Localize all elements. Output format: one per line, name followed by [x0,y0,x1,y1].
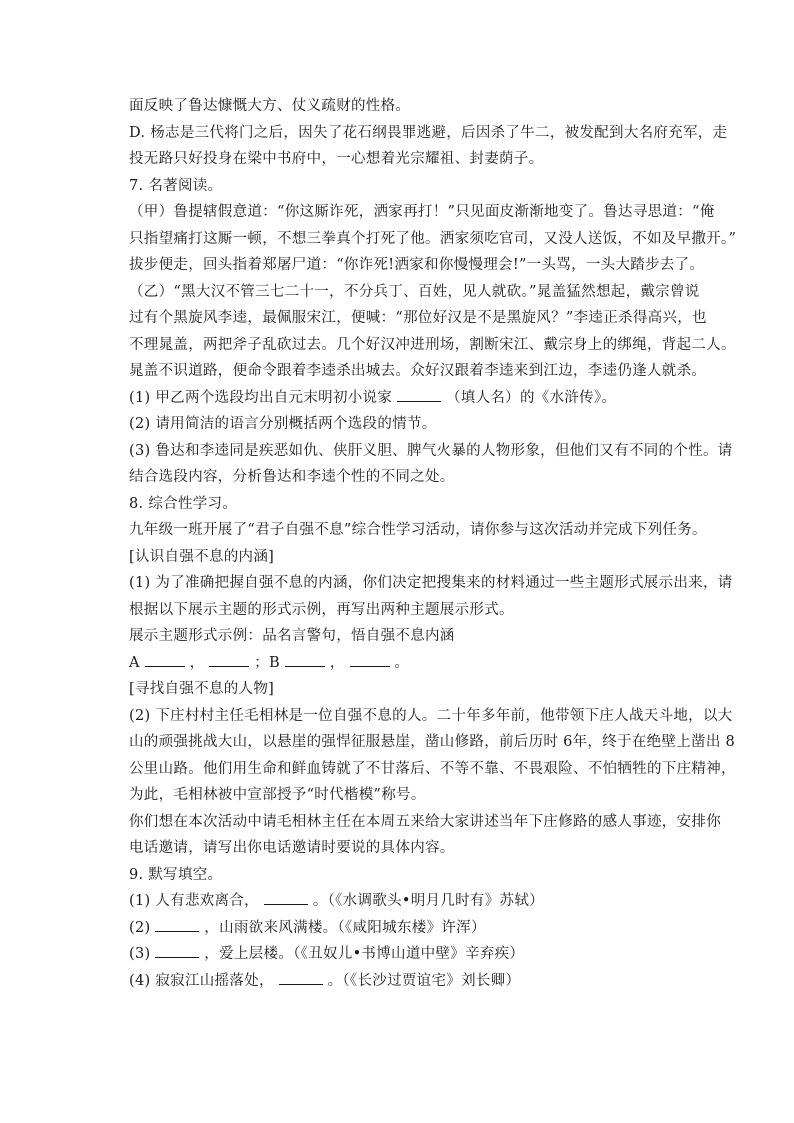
text-line: 公里山路。他们用生命和鲜血铸就了不甘落后、不等不靠、不畏艰险、不怕牺牲的下庄精神， [129,760,736,777]
passage-yi: （乙）“黑大汉不管三七二十一，不分兵丁、百姓，见人就砍。”晁盖猛然想起，戴宗曾说 [129,283,700,300]
q8-sub1-cont: 根据以下展示主题的形式示例，再写出两种主题展示形式。 [129,601,514,618]
q9-item-1-suffix: 。（《水调歌头•明月几时有》苏轼） [307,893,544,909]
passage-jia: （甲）鲁提辖假意道：“你这厮诈死，洒家再打！”只见面皮渐渐地变了。鲁达寻思道：“俺 [129,204,715,220]
text-line: 不理晁盖，两把斧子乱砍过去。几个好汉冲进刑场，割断宋江、戴宗身上的绑绳，背起二人。 [129,336,736,353]
fill-sep: ， [324,654,345,671]
q7-sub1 [129,385,704,412]
q8-fill-row [129,650,704,677]
q9-item-3-prefix: (3) [129,946,156,962]
q8-intro: 九年级一班开展了“君子自强不息”综合性学习活动，请你参与这次活动并完成下列任务。 [129,522,707,538]
q7-sub1-prefix: (1) 甲乙两个选段均出自元末明初小说家 [129,389,398,406]
text-line: 山的顽强挑战大山，以悬崖的强悍征服悬崖，凿山修路，前后历时 6年，终于在绝壁上凿出 8 [129,734,736,750]
fill-end: 。 [389,654,410,671]
text-line: 投无路只好投身在梁中书府中，一心想着光宗耀祖、封妻荫子。 [129,151,544,167]
q7-sub1-suffix: （填人名）的《水浒传》。 [441,389,617,406]
text-line: 面反映了鲁达慷慨大方、仗义疏财的性格。 [129,98,411,114]
question-8-heading: 8. 综合性学习。 [129,495,238,512]
document-body [129,93,737,994]
text-line: 晁盖不识道路，便命令跟着李逵杀出城去。众好汉跟着李逵来到江边，李逵仍逢人就杀。 [129,363,707,379]
answer-blank[interactable] [285,652,325,667]
question-7-heading: 7. 名著阅读。 [129,177,223,194]
q9-item-1 [129,888,704,915]
q9-item-2-prefix: (2) [129,919,156,936]
fill-label-b: ；B [249,654,285,671]
text-line: 电话邀请，请写出你电话邀请时要说的具体内容。 [129,840,455,856]
fill-sep: ， [184,654,205,671]
q8-sub1: (1) 为了准确把握自强不息的内涵，你们决定把搜集来的材料通过一些主题形式展示出来，请 [129,575,733,591]
q7-sub2: (2) 请用简洁的语言分别概括两个选段的情节。 [129,416,437,432]
q9-item-1-prefix: (1) 人有悲欢离合， [129,893,264,909]
answer-blank[interactable] [155,943,199,958]
q9-item-2 [129,915,704,942]
answer-blank[interactable] [155,917,199,932]
q9-item-4-prefix: (4) 寂寂江山摇落处， [129,972,279,989]
text-line: D. 杨志是三代将门之后，因失了花石纲畏罪逃避，后因杀了牛二，被发配到大名府充军，走 [129,124,728,141]
q8-example: 展示主题形式示例：品名言警句，悟自强不息内涵 [129,628,455,644]
q9-item-4-suffix: 。（《长沙过贾谊宅》刘长卿） [322,972,521,989]
text-line: 你们想在本次活动中请毛相林主任在本周五来给大家讲述当年下庄修路的感人事迹，安排你 [129,813,721,830]
q9-item-3 [129,941,704,968]
question-9-heading: 9. 默写填空。 [129,866,223,883]
answer-blank[interactable] [264,890,308,905]
q7-sub3-cont: 结合选段内容，分析鲁达和李逵个性的不同之处。 [129,469,455,485]
text-line: 只指望痛打这厮一顿，不想三拳真个打死了他。洒家须吃官司，又没人送饭，不如及早撒开。” [129,230,737,247]
answer-blank[interactable] [145,652,185,667]
q9-item-4 [129,968,704,995]
q7-sub3: (3) 鲁达和李逵同是疾恶如仇、侠肝义胆、脾气火暴的人物形象，但他们又有不同的个性。请 [129,442,733,459]
text-line: 拔步便走，回头指着郑屠尸道：“你诈死!洒家和你慢慢理会!”一头骂，一头大踏步去了。 [129,257,705,273]
text-line: 为此，毛相林被中宣部授予“时代楷模”称号。 [129,787,426,803]
answer-blank[interactable] [397,387,441,402]
answer-blank[interactable] [209,652,249,667]
q9-item-2-suffix: ，山雨欲来风满楼。（《咸阳城东楼》许浑） [199,919,486,936]
q8-section-1-title: [认识自强不息的内涵] [129,548,275,565]
q8-section-2-title: [寻找自强不息的人物] [129,681,275,697]
q8-sub2: (2) 下庄村村主任毛相林是一位自强不息的人。二十年多年前，他带领下庄人战天斗地，以大 [129,707,733,724]
q9-item-3-suffix: ，爱上层楼。（《丑奴儿•书博山道中壁》辛弃疾） [199,946,525,962]
answer-blank[interactable] [279,970,323,985]
answer-blank[interactable] [350,652,390,667]
text-line: 过有个黑旋风李逵，最佩服宋江，便喊：“那位好汉是不是黑旋风？”李逵正杀得高兴，也 [129,310,707,326]
fill-label-a: A [129,654,145,671]
